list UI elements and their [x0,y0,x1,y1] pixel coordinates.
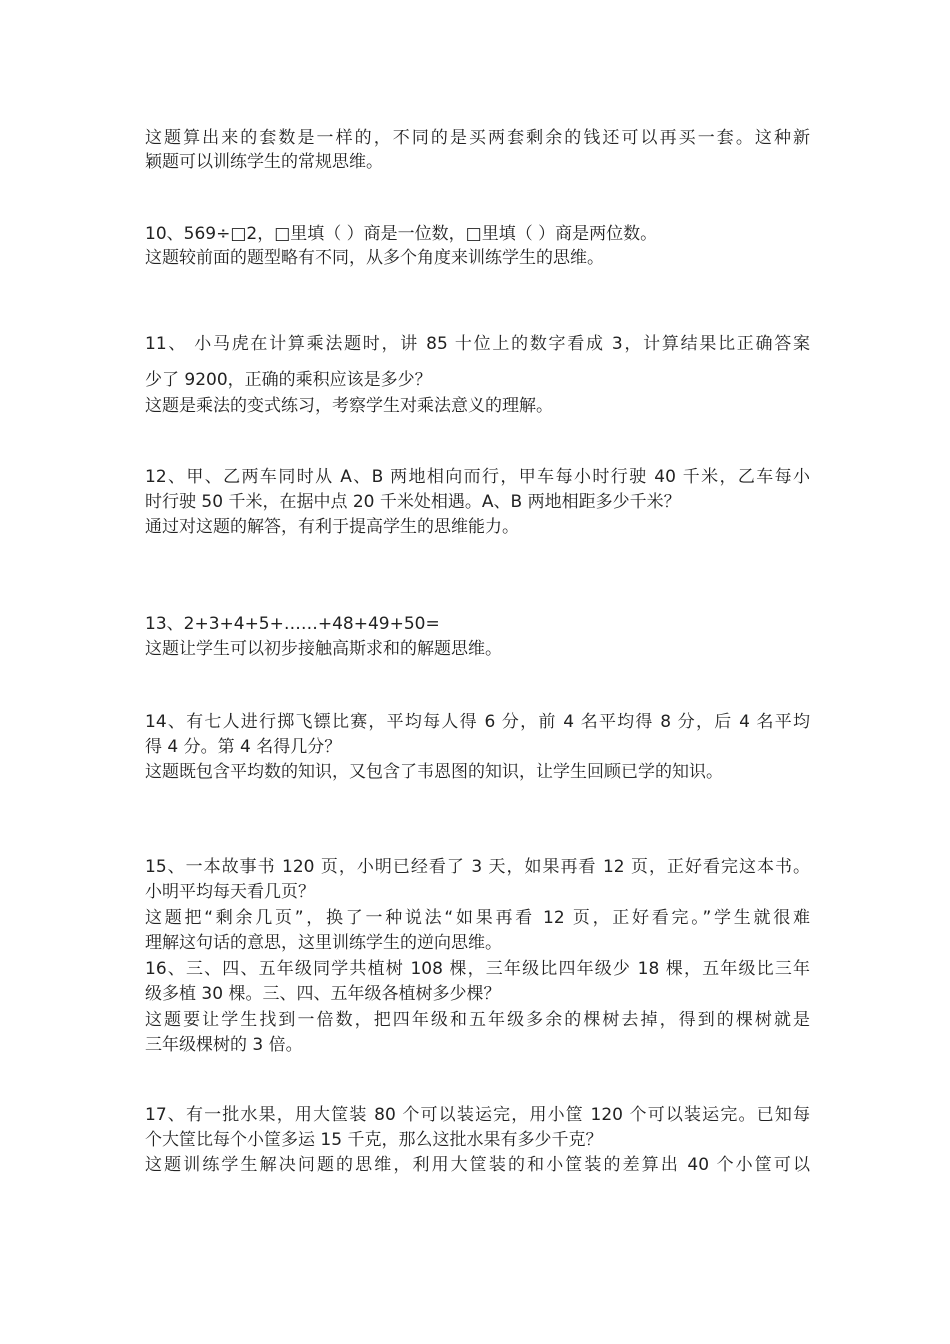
text-line: 这题算出来的套数是一样的，不同的是买两套剩余的钱还可以再买一套。这种新 [145,128,810,148]
text-line: 时行驶 50 千米，在据中点 20 千米处相遇。A、B 两地相距多少千米？ [145,492,681,512]
text-line: 个大筐比每个小筐多运 15 千克，那么这批水果有多少千克？ [145,1130,603,1150]
question-11: 11、 小马虎在计算乘法题时，讲 85 十位上的数字看成 3，计算结果比正确答案 [145,334,810,354]
text-line: 这题是乘法的变式练习，考察学生对乘法意义的理解。 [145,396,553,416]
text-line: 得 4 分。第 4 名得几分？ [145,737,342,757]
text-line: 这题要让学生找到一倍数，把四年级和五年级多余的棵树去掉，得到的棵树就是 [145,1010,810,1030]
text-line: 三年级棵树的 3 倍。 [145,1035,303,1055]
question-17: 17、有一批水果，用大筐装 80 个可以装运完，用小筐 120 个可以装运完。已知每 [145,1105,810,1125]
text-line: 这题训练学生解决问题的思维，利用大筐装的和小筐装的差算出 40 个小筐可以 [145,1155,810,1175]
text-line: 少了 9200，正确的乘积应该是多少？ [145,370,432,390]
text-line: 颖题可以训练学生的常规思维。 [145,152,383,172]
text-line: 这题让学生可以初步接触高斯求和的解题思维。 [145,639,502,659]
text-line: 级多植 30 棵。三、四、五年级各植树多少棵？ [145,984,501,1004]
text-line: 这题较前面的题型略有不同，从多个角度来训练学生的思维。 [145,248,604,268]
text-line: 通过对这题的解答，有利于提高学生的思维能力。 [145,517,519,537]
text-line: 理解这句话的意思，这里训练学生的逆向思维。 [145,933,502,953]
question-10: 10、569÷□2，□里填（ ）商是一位数，□里填（ ）商是两位数。 [145,224,658,244]
question-16: 16、三、四、五年级同学共植树 108 棵，三年级比四年级少 18 棵，五年级比三年 [145,959,810,979]
question-14: 14、有七人进行掷飞镖比赛，平均每人得 6 分，前 4 名平均得 8 分，后 4 名平均 [145,712,810,732]
question-12: 12、甲、乙两车同时从 A、B 两地相向而行，甲车每小时行驶 40 千米，乙车每小 [145,467,810,487]
text-line: 这题既包含平均数的知识，又包含了韦恩图的知识，让学生回顾已学的知识。 [145,762,723,782]
text-line: 小明平均每天看几页？ [145,882,315,902]
text-line: 这题把“剩余几页”，换了一种说法“如果再看 12 页，正好看完。”学生就很难 [145,908,810,928]
question-15: 15、一本故事书 120 页，小明已经看了 3 天，如果再看 12 页，正好看完这本书。 [145,857,810,877]
question-13: 13、2+3+4+5+……+48+49+50= [145,614,440,634]
